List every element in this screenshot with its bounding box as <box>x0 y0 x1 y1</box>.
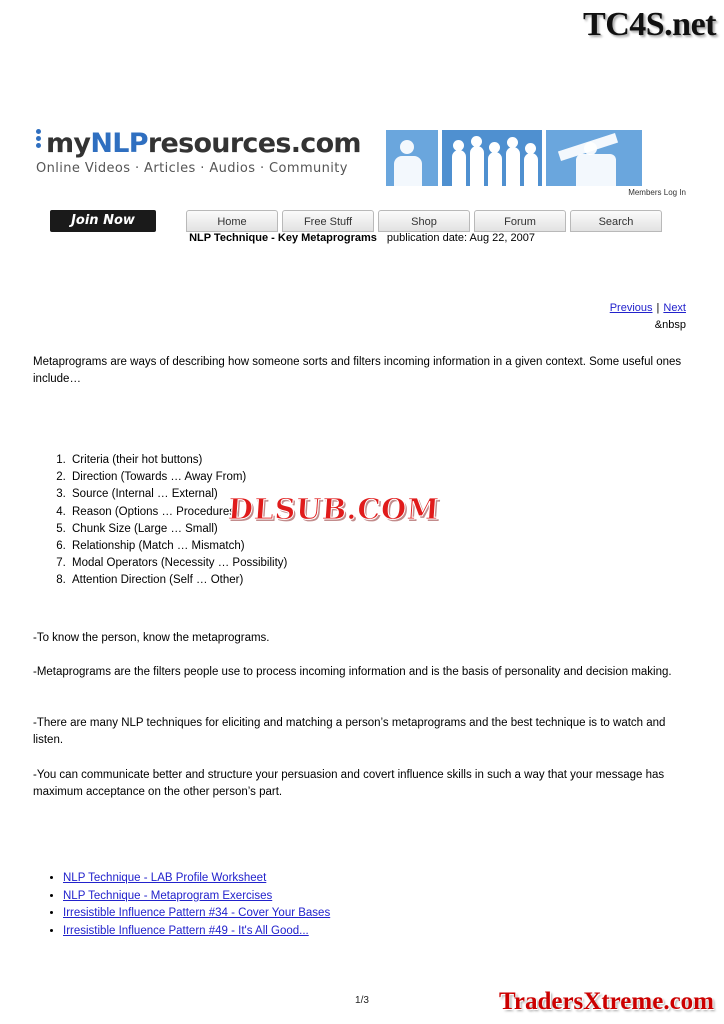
nav-tab-free-stuff[interactable]: Free Stuff <box>282 210 374 232</box>
list-item <box>63 923 623 941</box>
pager <box>610 302 686 314</box>
list-item: 7. Modal Operators (Necessity … Possibility) <box>69 555 569 572</box>
pager-separator: | <box>656 302 660 314</box>
list-item <box>63 870 623 888</box>
logo-suffix: resources.com <box>147 128 361 159</box>
list-item <box>63 888 623 906</box>
publication-date: publication date: Aug 22, 2007 <box>386 232 535 244</box>
banner-photo-3 <box>546 130 642 186</box>
page-title: NLP Technique - Key Metaprograms <box>189 232 377 244</box>
intro-paragraph: Metaprograms are ways of describing how someone sorts and filters incoming information in a given context. Some useful ones include… <box>33 356 682 385</box>
related-link[interactable]: NLP Technique - Metaprogram Exercises <box>63 889 273 902</box>
nav-tab-home[interactable]: Home <box>186 210 278 232</box>
body-paragraph-2: -Metaprograms are the filters people use to process incoming information and is the basis of personality and decision making. <box>33 666 672 678</box>
list-item: 2. Direction (Towards … Away From) <box>69 469 569 486</box>
list-item: 6. Relationship (Match … Mismatch) <box>69 538 569 555</box>
site-banner <box>36 128 686 238</box>
page-number: 1/3 <box>355 995 369 1006</box>
site-nav <box>36 210 686 234</box>
list-item: 1. Criteria (their hot buttons) <box>69 452 569 469</box>
logo-prefix: my <box>46 128 91 159</box>
article-title-line <box>36 232 688 244</box>
members-login-link[interactable]: Members Log In <box>628 188 686 197</box>
tc4s-watermark: TC4S.net <box>583 6 716 43</box>
banner-photo-2 <box>442 130 542 186</box>
logo-mid: NLP <box>90 128 148 159</box>
tradersxtreme-watermark: TradersXtreme.com <box>499 988 714 1015</box>
body-paragraph-4: -You can communicate better and structure your persuasion and covert influence skills in such a way that your message has maximum acceptance on the other person’s part. <box>33 769 665 798</box>
list-item: 3. Source (Internal … External) <box>69 486 569 503</box>
next-link[interactable]: Next <box>663 302 686 314</box>
logo-text <box>36 128 381 159</box>
site-logo[interactable] <box>36 128 381 176</box>
list-item: 8. Attention Direction (Self … Other) <box>69 572 569 589</box>
dlsub-watermark: DLSUB.COM <box>226 492 441 526</box>
related-link[interactable]: Irresistible Influence Pattern #49 - It's All Good... <box>63 924 309 937</box>
join-now-button[interactable]: Join Now <box>50 210 156 232</box>
body-paragraph-3: -There are many NLP techniques for eliciting and matching a person’s metaprograms and the best technique is to watch and listen. <box>33 717 666 746</box>
banner-photo-strip <box>386 130 686 188</box>
list-item: 5. Chunk Size (Large … Small) <box>69 521 569 538</box>
related-link[interactable]: NLP Technique - LAB Profile Worksheet <box>63 872 267 884</box>
body-paragraph-1: -To know the person, know the metaprograms. <box>33 632 270 644</box>
list-item <box>63 905 623 923</box>
banner-photo-1 <box>386 130 438 186</box>
list-item: 4. Reason (Options … Procedures) <box>69 504 569 521</box>
related-links-list <box>33 870 623 940</box>
related-link[interactable]: Irresistible Influence Pattern #34 - Cover Your Bases <box>63 907 331 919</box>
nbsp-text: &nbsp <box>654 319 686 331</box>
logo-dots-icon <box>36 127 46 150</box>
previous-link[interactable]: Previous <box>609 302 653 314</box>
nav-tab-shop[interactable]: Shop <box>378 210 470 232</box>
nav-tab-search[interactable]: Search <box>570 210 662 232</box>
logo-tagline: Online Videos · Articles · Audios · Community <box>36 161 348 176</box>
nav-tab-forum[interactable]: Forum <box>474 210 566 232</box>
